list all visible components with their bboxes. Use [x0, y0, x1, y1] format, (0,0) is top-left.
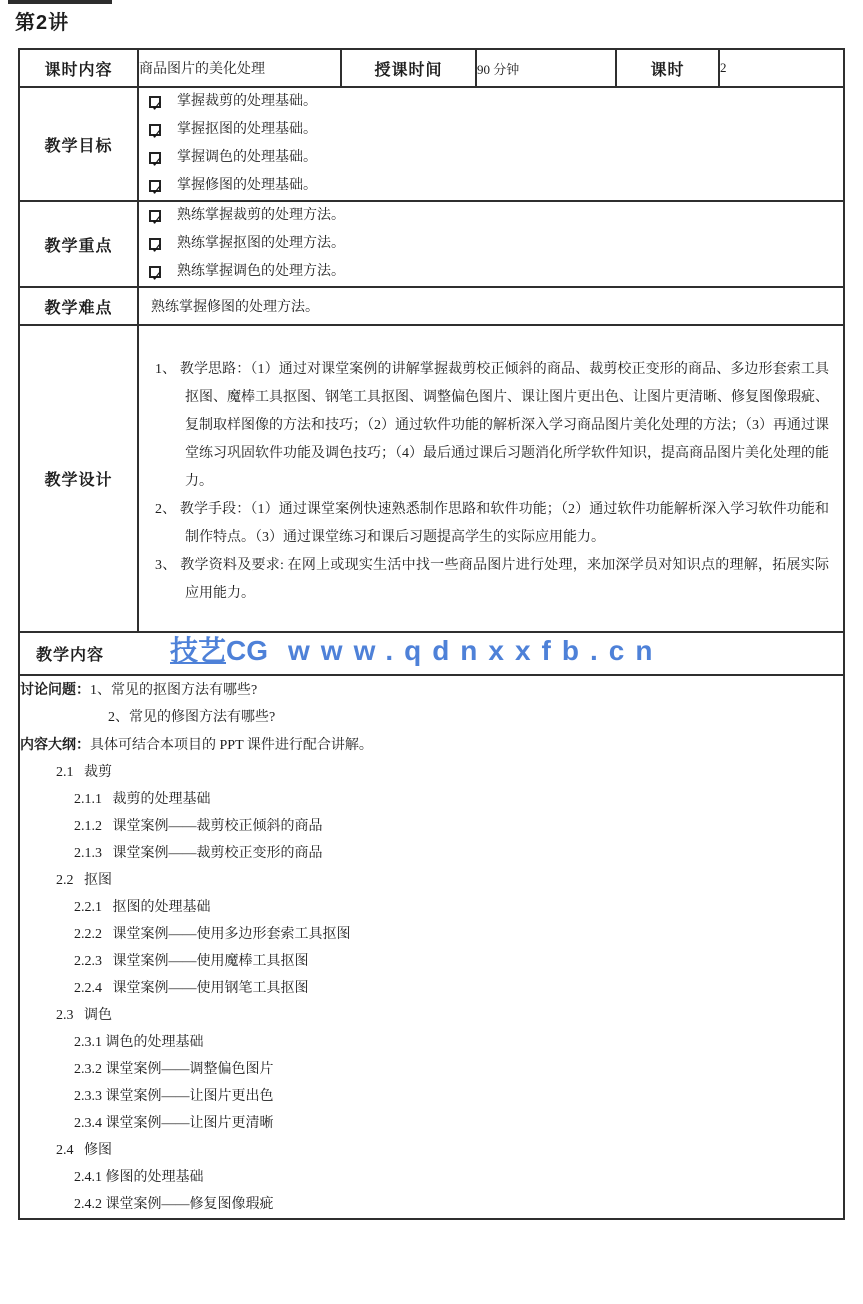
outline-item: 2.1.2 课堂案例——裁剪校正倾斜的商品	[74, 819, 323, 834]
outline-item: 2.3.4 课堂案例——让图片更清晰	[74, 1116, 274, 1131]
label-lesson-content: 课时内容	[19, 49, 138, 87]
objective-text: 掌握修图的处理基础。	[177, 178, 317, 193]
watermark-brand-suffix: CG	[226, 635, 269, 666]
table-row-course-info	[19, 49, 844, 87]
table-row-key-points	[19, 201, 844, 287]
design-list	[139, 350, 843, 608]
outline-item: 2.1.3 课堂案例——裁剪校正变形的商品	[74, 846, 323, 861]
table-row-content-body	[19, 675, 844, 1219]
objective-text: 掌握调色的处理基础。	[177, 150, 317, 165]
objective-item	[139, 88, 843, 116]
outline-intro-label: 内容大纲：	[20, 736, 90, 752]
design-item: 3、 教学资料及要求: 在网上或现实生活中找一些商品图片进行处理，来加深学员对知识点的理解，拓展实际应用能力。	[155, 557, 829, 601]
outline-item: 2.2.2 课堂案例——使用多边形套索工具抠图	[74, 927, 351, 942]
checked-checkbox-icon	[149, 266, 161, 278]
key-points-cell	[138, 201, 844, 287]
key-point-text: 熟练掌握抠图的处理方法。	[177, 236, 345, 251]
discussion-line-2	[20, 704, 843, 731]
outline-item: 2.4 修图	[56, 1143, 112, 1158]
outline-item: 2.2 抠图	[56, 873, 112, 888]
key-point-item	[139, 258, 843, 286]
checked-checkbox-icon	[149, 152, 161, 164]
label-teaching-content: 教学内容	[36, 647, 105, 664]
objective-item	[139, 172, 843, 200]
discussion-question-1: 1、常见的抠图方法有哪些?	[90, 683, 258, 698]
scan-artifact	[8, 0, 112, 4]
objective-text: 掌握裁剪的处理基础。	[177, 94, 317, 109]
objective-item	[139, 116, 843, 144]
content-body-cell	[19, 675, 844, 1219]
label-key-points: 教学重点	[19, 201, 138, 287]
objectives-cell	[138, 87, 844, 201]
key-point-item	[139, 202, 843, 230]
label-difficulty: 教学难点	[19, 287, 138, 325]
checked-checkbox-icon	[149, 238, 161, 250]
outline-item: 2.4.2 课堂案例——修复图像瑕疵	[74, 1197, 274, 1212]
design-item: 2、 教学手段：（1）通过课堂案例快速熟悉制作思路和软件功能；（2）通过软件功能解析深入学习软件功能和制作特点。（3）通过课堂练习和课后习题提高学生的实际应用能力。	[155, 501, 829, 545]
outline-item: 2.4.1 修图的处理基础	[74, 1170, 204, 1185]
outline-intro-line	[20, 731, 843, 759]
label-design: 教学设计	[19, 325, 138, 632]
discussion-question-2: 2、常见的修图方法有哪些?	[108, 710, 276, 725]
checked-checkbox-icon	[149, 180, 161, 192]
objective-item	[139, 144, 843, 172]
difficulty-text: 熟练掌握修图的处理方法。	[151, 300, 319, 315]
checked-checkbox-icon	[149, 96, 161, 108]
discussion-line-1	[20, 676, 843, 704]
watermark-brand: 技艺	[170, 635, 227, 666]
outline-item: 2.3.3 课堂案例——让图片更出色	[74, 1089, 274, 1104]
table-row-difficulty	[19, 287, 844, 325]
outline-item: 2.3.1 调色的处理基础	[74, 1035, 204, 1050]
value-teaching-time: 90 分钟	[476, 49, 616, 87]
value-lesson-content: 商品图片的美化处理	[138, 49, 341, 87]
watermark-url: www.qdnxxfb.cn	[288, 635, 664, 666]
outline-item: 2.3 调色	[56, 1008, 112, 1023]
checked-checkbox-icon	[149, 124, 161, 136]
key-point-item	[139, 230, 843, 258]
watermark	[170, 629, 663, 669]
key-point-text: 熟练掌握裁剪的处理方法。	[177, 208, 345, 223]
outline-item: 2.2.1 抠图的处理基础	[74, 900, 211, 915]
page-title: 第2讲	[15, 12, 70, 34]
table-row-objectives	[19, 87, 844, 201]
design-cell	[138, 325, 844, 632]
outline-item: 2.2.4 课堂案例——使用钢笔工具抠图	[74, 981, 309, 996]
key-point-text: 熟练掌握调色的处理方法。	[177, 264, 345, 279]
difficulty-cell	[138, 287, 844, 325]
objective-text: 掌握抠图的处理基础。	[177, 122, 317, 137]
value-class-hours: 2	[719, 49, 844, 87]
label-class-hours: 课时	[616, 49, 719, 87]
content-outline	[20, 759, 843, 1218]
discussion-label: 讨论问题：	[20, 681, 90, 697]
outline-intro-text: 具体可结合本项目的 PPT 课件进行配合讲解。	[90, 738, 373, 753]
design-item: 1、 教学思路：（1）通过对课堂案例的讲解掌握裁剪校正倾斜的商品、裁剪校正变形的商品、多边形套索工具抠图、魔棒工具抠图、钢笔工具抠图、调整偏色图片、课让图片更出色、让图片更清晰、修复图像瑕疵、复制取样图像的方法和技巧；（2）通过软件功能的解析深入学习商品图片美化处理的方法；（3）再通过课堂练习巩固软件功能及调色技巧；（4）最后通过课后习题消化所学软件知识，提高商品图片美化处理的能力。	[155, 361, 829, 489]
checked-checkbox-icon	[149, 210, 161, 222]
label-objectives: 教学目标	[19, 87, 138, 201]
outline-item: 2.1 裁剪	[56, 765, 112, 780]
label-teaching-time: 授课时间	[341, 49, 476, 87]
outline-item: 2.3.2 课堂案例——调整偏色图片	[74, 1062, 274, 1077]
outline-item: 2.1.1 裁剪的处理基础	[74, 792, 211, 807]
outline-item: 2.2.3 课堂案例——使用魔棒工具抠图	[74, 954, 309, 969]
table-row-design	[19, 325, 844, 632]
